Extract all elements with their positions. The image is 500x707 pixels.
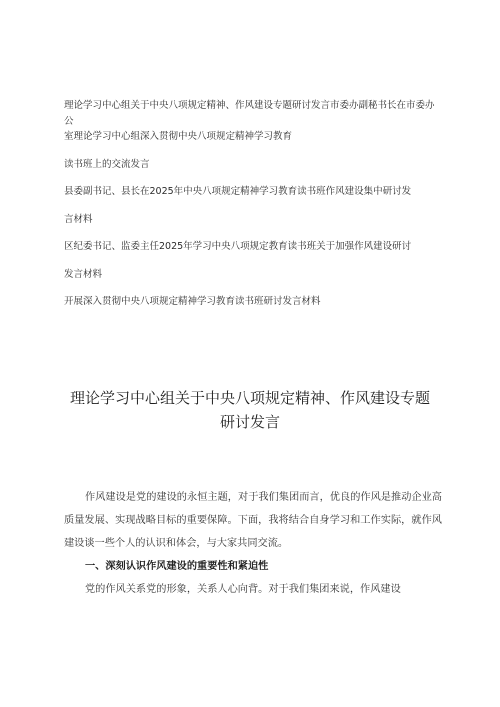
table-of-contents (64, 98, 442, 322)
document-title (50, 386, 450, 434)
toc-entry[interactable] (64, 239, 442, 282)
intro-paragraph: 作风建设是党的建设的永恒主题，对于我们集团而言，优良的作风是推动企业高质量发展、实现战略目标的重要保障。下面，我将结合自身学习和工作实际，就作风建设谈一些个人的认识和体会，与大家共同交流。 (64, 492, 442, 549)
toc-entry-line: 理论学习中心组关于中央八项规定精神、作风建设专题研讨发言市委办副秘书长在市委办公 (64, 100, 435, 127)
toc-entry-line: 室理论学习中心组深入贯彻中央八项规定精神学习教育 (64, 131, 293, 142)
toc-entry-line: 区纪委书记、监委主任2025年学习中央八项规定教育读书班关于加强作风建设研讨 (64, 241, 412, 252)
toc-entry-line: 言材料 (64, 213, 93, 225)
toc-entry-line: 读书班上的交流发言 (64, 158, 150, 170)
toc-entry[interactable] (64, 294, 442, 310)
toc-entry-line: 开展深入贯彻中央八项规定精神学习教育读书班研讨发言材料 (64, 296, 321, 307)
title-line: 研讨发言 (219, 413, 280, 431)
body-paragraph: 党的作风关系党的形象，关系人心向背。对于我们集团来说，作风建设 (85, 584, 401, 595)
document-body (64, 486, 442, 601)
toc-entry[interactable] (64, 184, 442, 227)
toc-entry-line: 县委副书记、县长在2025年中央八项规定精神学习教育读书班作风建设集中研讨发 (64, 186, 412, 197)
toc-entry-line: 发言材料 (64, 268, 103, 280)
toc-entry[interactable] (64, 157, 442, 173)
section-heading: 一、深刻认识作风建设的重要性和紧迫性 (85, 560, 269, 572)
toc-entry[interactable] (64, 98, 442, 145)
title-line: 理论学习中心组关于中央八项规定精神、作风建设专题 (69, 389, 430, 407)
